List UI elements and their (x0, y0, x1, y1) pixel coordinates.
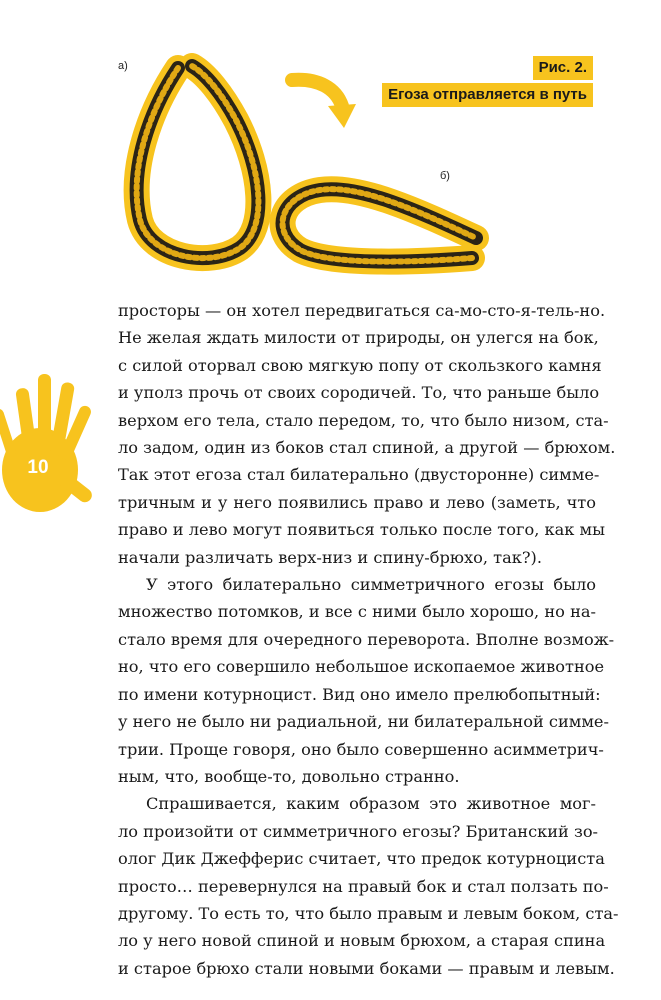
figure-caption-title: Егоза отправляется в путь (382, 83, 593, 107)
text-line: стало время для очередного переворота. Вполне возмож- (118, 629, 615, 649)
figure-label-b: б) (440, 170, 450, 182)
figure-caption-number: Рис. 2. (533, 56, 593, 80)
paragraph-3 (118, 790, 619, 982)
text-line: верхом его тела, стало передом, то, что было низом, ста- (118, 410, 609, 430)
text-line: но, что его совершило небольшое ископаемое животное (118, 657, 605, 677)
paragraph-1 (118, 297, 616, 571)
text-line: Так этот егоза стал билатерально (двусторонне) симме- (118, 465, 600, 485)
text-line: просто… перевернулся на правый бок и стал ползать по- (118, 876, 609, 896)
hand-print-icon (0, 368, 110, 538)
text-line: множество потомков, и все с ними было хорошо, но на- (118, 602, 596, 622)
curved-arrow-icon (292, 80, 356, 128)
text-line: и старое брюхо стали новыми боками — правым и левым. (118, 958, 615, 978)
text-line: ло у него новой спиной и новым брюхом, а старая спина (118, 931, 606, 951)
worm-lying-drawing (283, 189, 476, 261)
figure-caption (382, 56, 593, 107)
text-line: и уполз прочь от своих сородичей. То, что раньше было (118, 383, 600, 403)
text-line: просторы — он хотел передвигаться са-мо-сто-я-тель-но. (118, 301, 606, 320)
figure-illustration (0, 0, 661, 290)
text-line: Не желая ждать милости от природы, он улегся на бок, (118, 328, 599, 348)
text-line: у него не было ни радиальной, ни билатеральной симме- (118, 712, 609, 732)
text-line: ло задом, один из боков стал спиной, а другой — брюхом. (118, 438, 616, 458)
paragraph-2 (118, 571, 615, 790)
text-line: по имени котурноцист. Вид оно имело прелюбопытный: (118, 684, 601, 704)
page-number: 10 (27, 457, 49, 478)
body-text (118, 297, 619, 982)
text-line: начали различать верх-низ и спину-брюхо, так?). (118, 547, 542, 567)
text-line: олог Дик Джефферис считает, что предок котурноциста (118, 849, 605, 869)
text-line: Спрашивается, каким образом это животное мог- (146, 794, 596, 814)
text-line: тричным и у него появились право и лево (заметь, что (118, 492, 596, 512)
text-line: ло произойти от симметричного егозы? Британский зо- (118, 821, 599, 841)
text-line: У этого билатерально симметричного егозы было (146, 575, 596, 595)
text-line: ным, что, вообще-то, довольно странно. (118, 766, 460, 786)
worm-upright-drawing (137, 66, 259, 258)
text-line: право и лево могут появиться только после того, как мы (118, 520, 606, 540)
figure-label-a: а) (118, 60, 128, 72)
text-line: трии. Проще говоря, оно было совершенно асимметрич- (118, 739, 604, 759)
text-line: с силой оторвал свою мягкую попу от скользкого камня (118, 355, 602, 375)
text-line: другому. То есть то, что было правым и левым боком, ста- (118, 903, 619, 923)
